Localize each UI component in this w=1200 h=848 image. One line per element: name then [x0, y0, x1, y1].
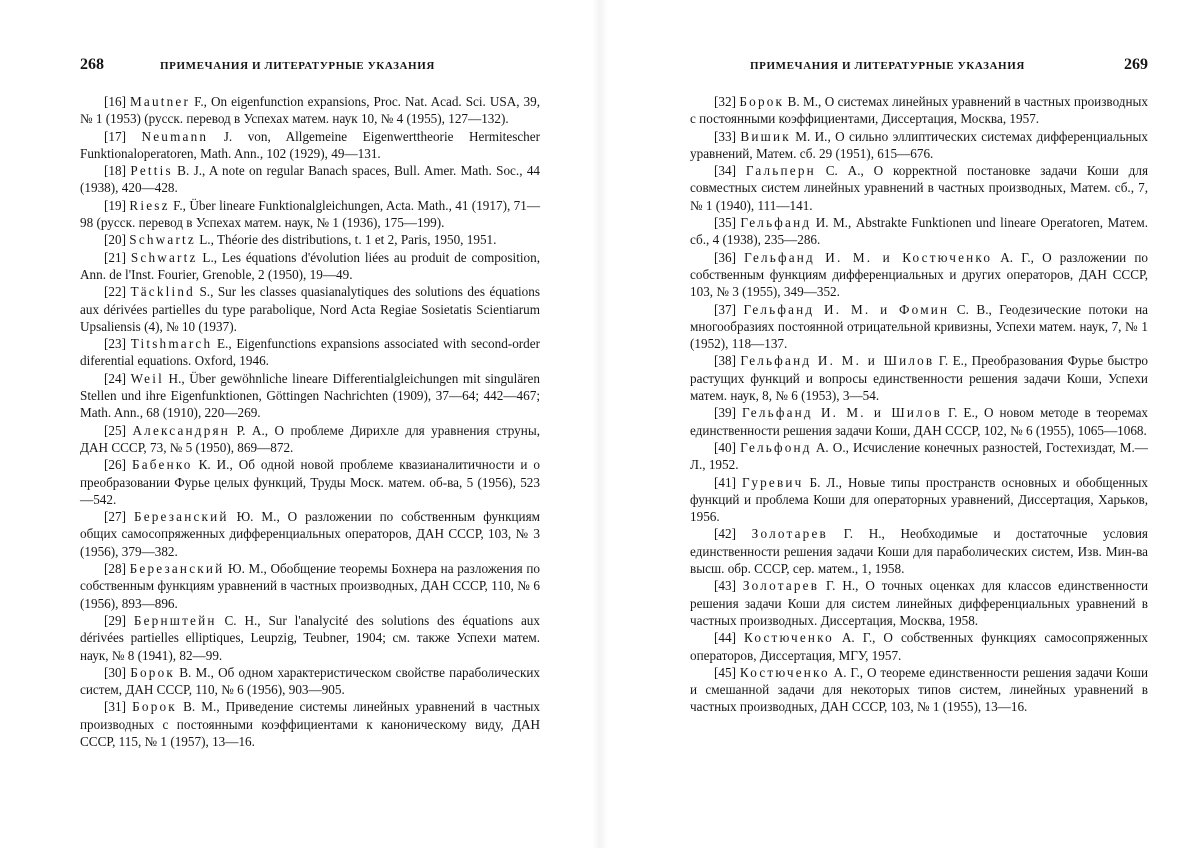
reference-text: L., Les équations d'évolution liées au produit de composition, Ann. de l'Inst. Fourier, Grenoble, 2 (1950), 19—49. [80, 249, 541, 282]
reference-entry [690, 664, 1148, 716]
reference-entry [690, 301, 1148, 353]
reference-entry [80, 128, 540, 163]
reference-author: Костюченко [743, 630, 834, 646]
reference-author: Schwartz [130, 249, 198, 265]
reference-number: [29] [104, 612, 126, 628]
reference-number: [31] [104, 699, 126, 715]
right-running-header [750, 56, 1148, 80]
reference-number: [17] [104, 128, 126, 144]
left-reference-list [80, 93, 540, 750]
reference-number: [25] [104, 422, 126, 438]
reference-entry [690, 404, 1148, 439]
reference-author: Борок [130, 664, 175, 680]
reference-text: С. А., О корректной постановке задачи Коши для совместных систем линейных уравнений в частных производных, Матем. сб., 7, № 1 (1940), 111—141. [690, 163, 1149, 213]
reference-number: [16] [104, 94, 126, 109]
reference-number: [33] [714, 128, 736, 144]
right-page [600, 0, 1200, 848]
reference-text: Г. Е., Преобразования Фурье быстро растущих функций и вопросы единственности решения задачи Коши, Успехи матем. наук, 8, № 6 (1953), 3—54. [690, 353, 1149, 404]
reference-entry [690, 629, 1148, 664]
reference-author: Weil [130, 370, 164, 386]
reference-text: F., On eigenfunction expansions, Proc. Nat. Acad. Sci. USA, 39, № 1 (1953) (русск. перевод в Успехах матем. наук 10, № 4 (1955), 127—132). [80, 94, 541, 127]
reference-author: Гельфанд И. М. и Шилов [740, 353, 935, 369]
reference-number: [21] [104, 249, 126, 265]
reference-entry [690, 577, 1148, 629]
reference-author: Александрян [132, 422, 231, 438]
reference-text: B. J., A note on regular Banach spaces, Bull. Amer. Math. Soc., 44 (1938), 420—428. [80, 163, 541, 196]
reference-entry [80, 508, 540, 560]
reference-entry [80, 197, 540, 232]
reference-entry [80, 93, 540, 128]
reference-number: [38] [714, 353, 736, 369]
reference-author: Гельфонд [740, 439, 812, 455]
reference-entry [80, 283, 540, 335]
reference-number: [26] [104, 457, 126, 473]
reference-number: [41] [714, 474, 736, 490]
reference-number: [20] [104, 232, 126, 248]
right-reference-list [690, 93, 1148, 716]
reference-author: Золотарев [742, 578, 820, 594]
reference-text: H., Über gewöhnliche lineare Differentialgleichungen mit singulären Stellen und ihre Eigenfunktionen, Göttingen Nachrichten (1909), 37—64; 442—467; Math. Ann., 68 (1910), 220—269. [80, 370, 541, 421]
reference-number: [27] [104, 509, 126, 525]
reference-number: [35] [714, 215, 736, 231]
reference-number: [43] [714, 578, 736, 594]
reference-author: Гуревич [742, 474, 804, 490]
reference-entry [80, 422, 540, 457]
reference-number: [32] [714, 94, 736, 109]
reference-entry [80, 612, 540, 664]
reference-entry [690, 474, 1148, 526]
reference-text: J. von, Allgemeine Eigenwerttheorie Hermitescher Funktionaloperatoren, Math. Ann., 102 (1929), 49—131. [80, 128, 541, 161]
reference-text: С. В., Геодезические потоки на многообразиях постоянной отрицательной кривизны, Успехи матем. наук, 7, № 1 (1952), 118—137. [690, 301, 1149, 352]
reference-number: [37] [714, 301, 736, 317]
reference-number: [40] [714, 439, 736, 455]
right-page-number: 269 [1124, 56, 1148, 73]
reference-text: К. И., Об одной новой проблеме квазианалитичности и о преобразовании Фурье целых функций, Труды Моск. матем. об-ва, 5 (1956), 523—542. [80, 457, 541, 507]
left-running-header [80, 56, 540, 80]
reference-author: Schwartz [129, 232, 196, 248]
reference-text: L., Théorie des distributions, t. 1 et 2, Paris, 1950, 1951. [199, 232, 497, 248]
reference-entry [80, 249, 540, 284]
reference-text: М. И., О сильно эллиптических системах дифференциальных уравнений, Матем. сб. 29 (1951), 615—676. [690, 128, 1149, 161]
reference-author: Täcklind [130, 284, 195, 300]
reference-author: Гальперн [745, 163, 816, 179]
reference-text: Б. Л., Новые типы пространств основных и обобщенных функций и проблема Коши для операторных уравнений, Диссертация, Харьков, 1956. [690, 474, 1149, 525]
reference-text: Г. Н., О точных оценках для классов единственности решения задачи Коши для систем линейных дифференциальных уравнений в частных производных. Диссертация, Москва, 1958. [690, 578, 1149, 628]
reference-number: [36] [714, 249, 736, 265]
reference-entry [690, 352, 1148, 404]
reference-text: Ю. М., О разложении по собственным функциям общих самосопряженных дифференциальных операторов, ДАН СССР, 103, № 3 (1956), 379—382. [80, 509, 541, 559]
left-header-title: ПРИМЕЧАНИЯ И ЛИТЕРАТУРНЫЕ УКАЗАНИЯ [160, 60, 435, 72]
reference-author: Березанский [133, 509, 229, 525]
reference-author: Riesz [129, 197, 170, 213]
reference-author: Гельфанд [740, 215, 812, 231]
reference-number: [30] [104, 664, 126, 680]
reference-text: Ю. М., Обобщение теоремы Бохнера на разложения по собственным функциям уравнений в частных производных, ДАН СССР, 110, № 6 (1956), 893—896. [80, 561, 540, 611]
reference-number: [39] [714, 405, 736, 421]
reference-number: [34] [714, 163, 736, 179]
reference-text: В. М., О системах линейных уравнений в частных производных с постоянными коэффициентами, Диссертация, Москва, 1957. [690, 94, 1149, 127]
right-header-title: ПРИМЕЧАНИЯ И ЛИТЕРАТУРНЫЕ УКАЗАНИЯ [750, 60, 1025, 72]
reference-author: Гельфанд И. М. и Фомин [743, 301, 950, 317]
reference-author: Neumann [141, 128, 209, 144]
reference-entry [80, 664, 540, 699]
reference-author: Гельфанд И. М. и Шилов [741, 405, 943, 421]
reference-text: В. М., Об одном характеристическом свойстве параболических систем, ДАН СССР, 110, № 6 (1956), 903—905. [80, 664, 541, 698]
reference-entry [690, 128, 1148, 163]
reference-entry [80, 335, 540, 370]
reference-entry [690, 214, 1148, 249]
reference-author: Бабенко [131, 457, 193, 473]
reference-number: [23] [104, 336, 126, 352]
reference-text: А. Г., О теореме единственности решения задачи Коши и смешанной задачи для некоторых типов систем, линейных уравнений в частных производных, ДАН СССР, 103, № 1 (1955), 13—16. [690, 664, 1148, 715]
reference-text: С. Н., Sur l'analycité des solutions des équations aux dérivées partielles elliptiques, Leupzig, Teubner, 1904; см. также Успехи матем. наук, № 8 (1941), 82—99. [80, 612, 540, 663]
reference-author: Бернштейн [133, 612, 217, 628]
reference-author: Pettis [130, 163, 173, 179]
reference-entry [80, 698, 540, 750]
reference-author: Борок [739, 94, 785, 109]
reference-text: В. М., Приведение системы линейных уравнений в частных производных с постоянными коэффициентами к каноническому виду, ДАН СССР, 115, № 1 (1957), 13—16. [80, 699, 540, 749]
reference-number: [19] [104, 197, 126, 213]
reference-number: [18] [104, 163, 126, 179]
reference-entry [80, 162, 540, 197]
reference-text: А. Г., О разложении по собственным функциям дифференциальных и других операторов, ДАН СССР, 103, № 3 (1955), 349—352. [690, 249, 1148, 300]
reference-entry [80, 456, 540, 508]
reference-text: F., Über lineare Funktionalgleichungen, Acta. Math., 41 (1917), 71—98 (русск. перевод в Успехах матем. наук, № 1 (1936), 175—199). [80, 197, 541, 231]
reference-author: Mautner [130, 94, 191, 109]
reference-entry [690, 162, 1148, 214]
reference-number: [45] [714, 664, 736, 680]
left-page-number: 268 [80, 56, 104, 73]
reference-author: Titshmarch [130, 336, 213, 352]
reference-text: И. М., Abstrakte Funktionen und lineare Operatoren, Матем. сб., 4 (1938), 235—286. [690, 215, 1148, 248]
reference-author: Вишик [740, 128, 791, 144]
reference-author: Березанский [129, 561, 225, 577]
reference-author: Золотарев [751, 526, 828, 542]
reference-text: S., Sur les classes quasianalytiques des solutions des équations aux dérivées partielles du type parabolique, Nord Acta Regiae Sosietatis Scientiarum Upsaliensis (4), № 10 (1937). [80, 284, 541, 334]
reference-number: [28] [104, 561, 126, 577]
reference-text: Г. Н., Необходимые и достаточные условия единственности решения задачи Коши для параболических систем, Изв. Мин-ва высш. обр. СССР, сер. матем., 1, 1958. [690, 526, 1148, 577]
reference-number: [22] [104, 284, 126, 300]
reference-text: А. О., Исчисление конечных разностей, Гостехиздат, М.—Л., 1952. [690, 439, 1148, 473]
reference-number: [44] [714, 630, 736, 646]
reference-entry [690, 439, 1148, 474]
reference-entry [690, 249, 1148, 301]
reference-text: E., Eigenfunctions expansions associated with second-order diferential equations. Oxford, 1946. [80, 336, 541, 369]
reference-author: Борок [132, 699, 177, 715]
reference-entry [690, 93, 1148, 128]
reference-entry [80, 370, 540, 422]
reference-author: Гельфанд И. М. и Костюченко [744, 249, 993, 265]
reference-author: Костюченко [739, 664, 830, 680]
reference-entry [690, 525, 1148, 577]
reference-number: [42] [714, 526, 736, 542]
reference-number: [24] [104, 370, 126, 386]
reference-entry [80, 560, 540, 612]
reference-text: Р. А., О проблеме Дирихле для уравнения струны, ДАН СССР, 73, № 5 (1950), 869—872. [80, 422, 540, 455]
reference-text: Г. Е., О новом методе в теоремах единственности решения задачи Коши, ДАН СССР, 102, № 6 (1955), 1065—1068. [690, 405, 1149, 438]
reference-text: А. Г., О собственных функциях самосопряженных операторов, Диссертация, МГУ, 1957. [690, 630, 1149, 663]
reference-entry [80, 231, 540, 248]
